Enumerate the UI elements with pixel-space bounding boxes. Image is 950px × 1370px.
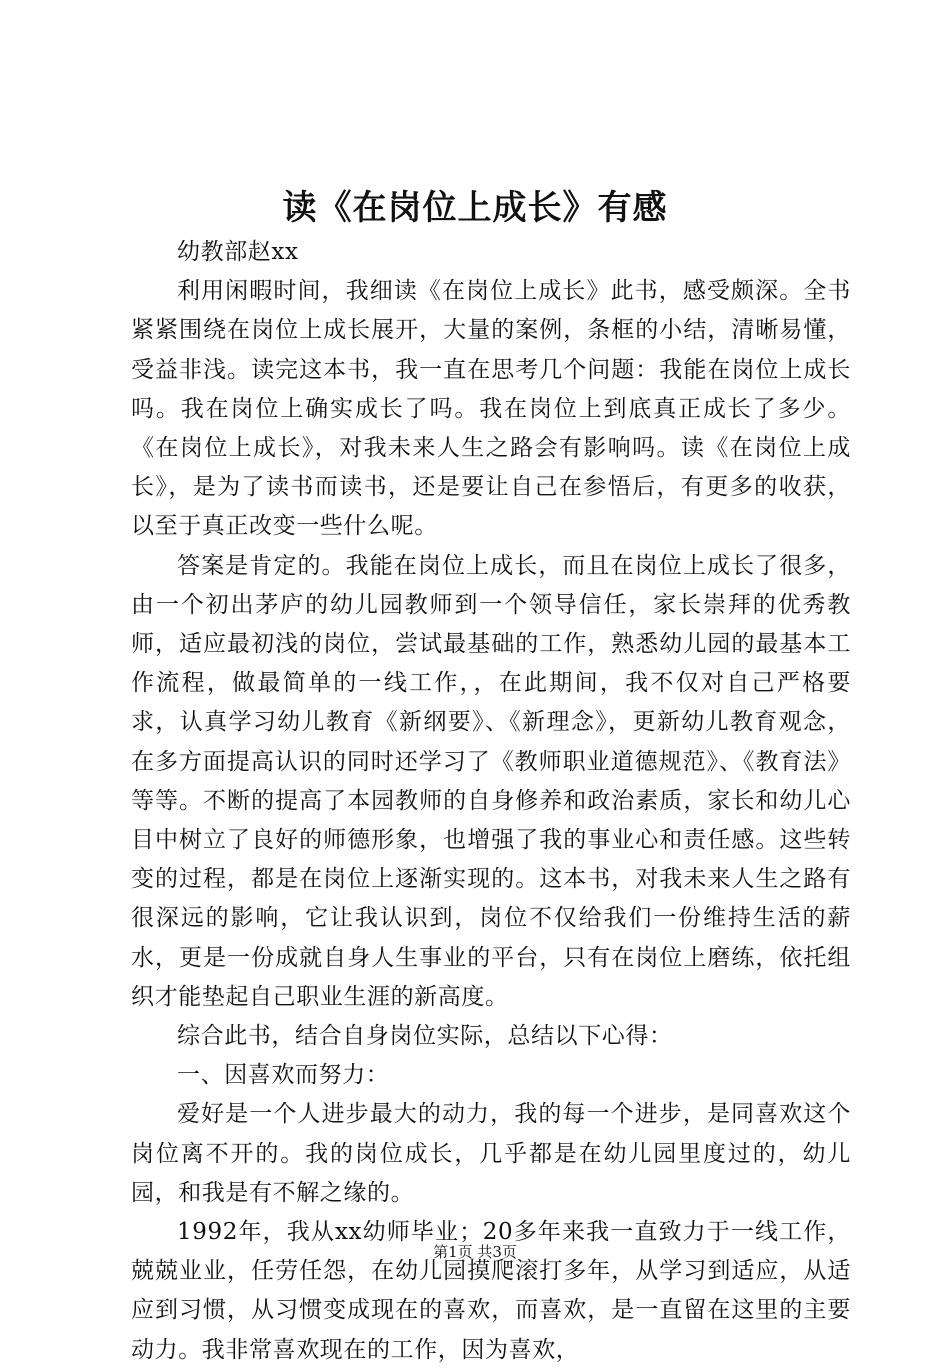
section-heading: 一、因喜欢而努力： xyxy=(177,1062,390,1089)
body-paragraph: 答案是肯定的。我能在岗位上成长，而且在岗位上成长了很多，由一个初出茅庐的幼儿园教师到一个领导信任，家长崇拜的优秀教师，适应最初浅的岗位，尝试最基础的工作，熟悉幼儿园的最基本工作流程，做最简单的一线工作，，在此期间，我不仅对自己严格要求，认真学习幼儿教育《新纲要》、《新理念》，更新幼儿教育观念，在多方面提高认识的同时还学习了《教师职业道德规范》、《教育法》等等。不断的提高了本园教师的自身修养和政治素质，家长和幼儿心目中树立了良好的师德形象，也增强了我的事业心和责任感。这些转变的过程，都是在岗位上逐渐实现的。这本书，对我未来人生之路有很深远的影响，它让我认识到，岗位不仅给我们一份维持生活的薪水，更是一份成就自身人生事业的平台，只有在岗位上磨练，依托组织才能垫起自己职业生涯的新高度。 xyxy=(131,552,851,1010)
page-number-footer: 第1页 共3页 xyxy=(433,1243,517,1261)
author-line: 幼教部赵xx xyxy=(177,239,299,265)
body-paragraph: 1992年，我从xx幼师毕业；20多年来我一直致力于一线工作，兢兢业业，任劳任怨，在幼儿园摸爬滚打多年，从学习到适应，从适应到习惯，从习惯变成现在的喜欢，而喜欢，是一直留在这里的主要动力。我非常喜欢现在的工作，因为喜欢， xyxy=(131,1219,851,1363)
body-paragraph: 利用闲暇时间，我细读《在岗位上成长》此书，感受颇深。全书紧紧围绕在岗位上成长展开，大量的案例，条框的小结，清晰易懂，受益非浅。读完这本书，我一直在思考几个问题：我能在岗位上成长吗。我在岗位上确实成长了吗。我在岗位上到底真正成长了多少。《在岗位上成长》，对我未来人生之路会有影响吗。读《在岗位上成长》，是为了读书而读书，还是要让自己在参悟后，有更多的收获，以至于真正改变一些什么呢。 xyxy=(131,278,851,540)
body-paragraph: 综合此书，结合自身岗位实际，总结以下心得： xyxy=(177,1023,673,1050)
document-body xyxy=(131,233,851,1370)
body-paragraph: 爱好是一个人进步最大的动力，我的每一个进步，是同喜欢这个岗位离不开的。我的岗位成长，几乎都是在幼儿园里度过的，幼儿园，和我是有不解之缘的。 xyxy=(131,1101,851,1206)
document-title: 读《在岗位上成长》有感 xyxy=(282,188,668,228)
